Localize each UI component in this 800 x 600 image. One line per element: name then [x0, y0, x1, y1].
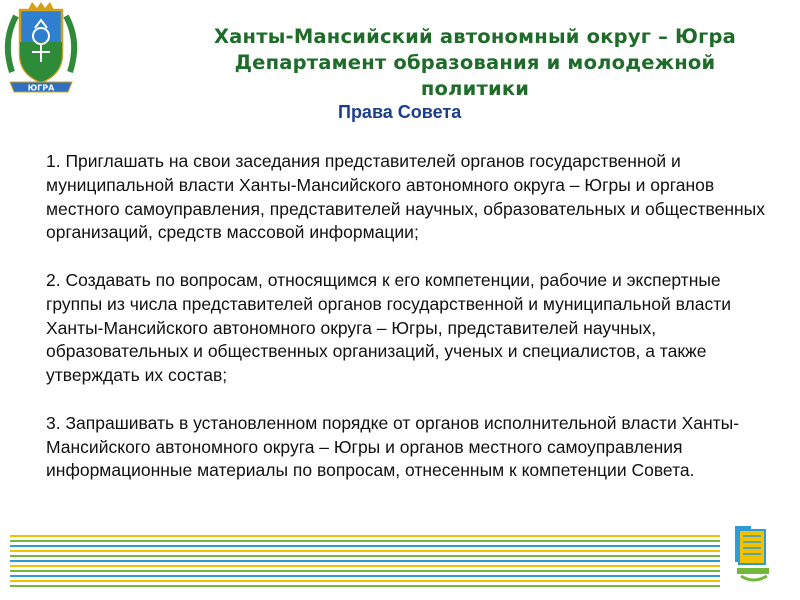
header — [150, 24, 800, 102]
stripe — [10, 580, 720, 582]
stripe — [10, 535, 720, 537]
slide-title: Права Совета — [338, 102, 462, 122]
stripe — [10, 585, 720, 587]
stripe — [10, 575, 720, 577]
decorative-stripes — [10, 535, 720, 595]
stripe — [10, 555, 720, 557]
paragraph-1: 1. Приглашать на свои заседания представителей органов государственной и муниципальной власти Ханты-Мансийского автономного округа – Югры и органов местного самоуправления, представителей научных, образовательных и общественных организаций, средств массовой информации; — [46, 151, 765, 243]
education-logo-icon — [733, 522, 793, 584]
slide-body — [46, 150, 766, 483]
header-line-2: Департамент образования и молодежной — [234, 51, 716, 74]
stripe — [10, 545, 720, 547]
stripe — [10, 550, 720, 552]
stripe — [10, 565, 720, 567]
paragraph-3: 3. Запрашивать в установленном порядке от органов исполнительной власти Ханты-Мансийского автономного округа – Югры и органов местного самоуправления информационные материалы по вопросам, отнесенным к компетенции Совета. — [46, 412, 740, 481]
header-line-1: Ханты-Мансийский автономный округ – Югра — [213, 25, 737, 48]
header-line-3: политики — [420, 77, 530, 100]
coat-of-arms-icon — [2, 2, 80, 98]
stripe — [10, 560, 720, 562]
stripe — [10, 570, 720, 572]
paragraph-2: 2. Создавать по вопросам, относящимся к его компетенции, рабочие и экспертные группы из числа представителей органов государственной и муниципальной власти Ханты-Мансийского автономного округа – Югры, представителей научных, образовательных и общественных организаций, ученых и специалистов, а также утверждать их состав; — [46, 269, 732, 386]
stripe — [10, 540, 720, 542]
crest-ribbon-text: ЮГРА — [27, 83, 55, 93]
